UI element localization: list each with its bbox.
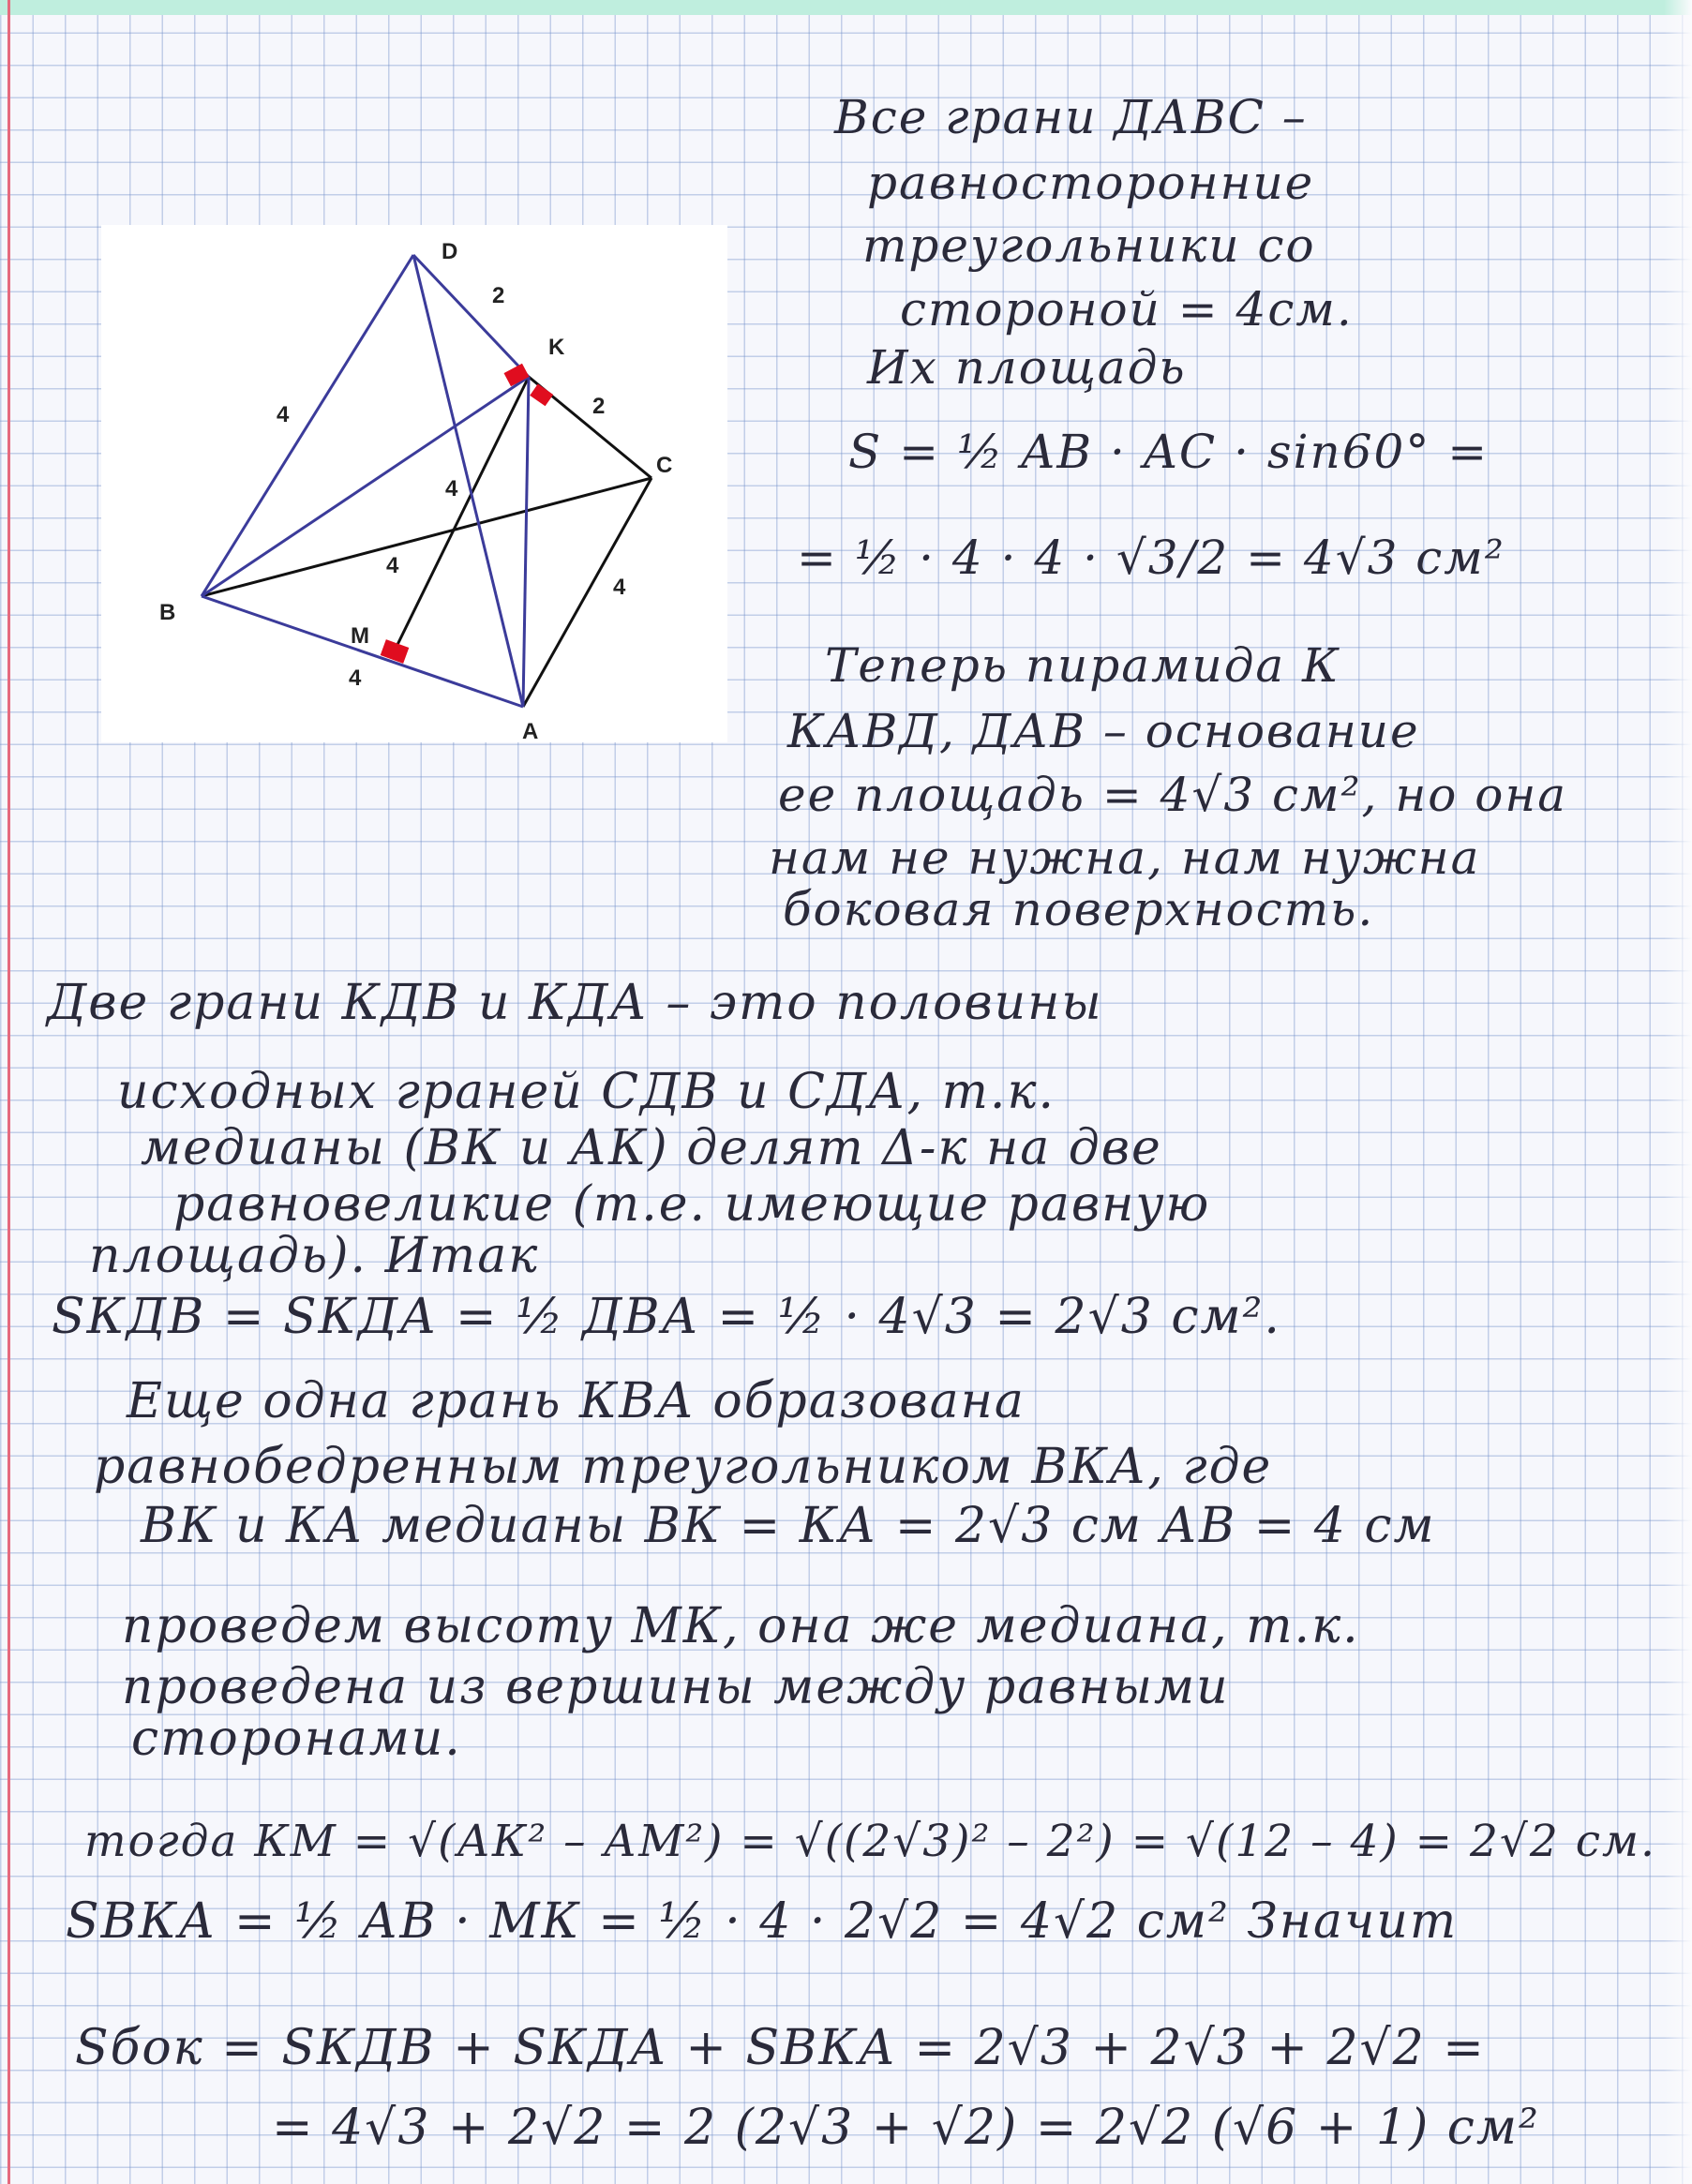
note-right-line: КАВД, ДАВ – основание xyxy=(787,704,1420,758)
vertex-label-m: M xyxy=(351,623,369,649)
note-body-line: = 4√3 + 2√2 = 2 (2√3 + √2) = 2√2 (√6 + 1) см² xyxy=(272,2100,1540,2156)
note-right-line: Все грани ДАВС – xyxy=(834,90,1308,144)
note-right-line: боковая поверхность. xyxy=(783,882,1375,936)
note-body-line: равновеликие (т.е. имеющие равную xyxy=(173,1176,1211,1233)
edge-bk xyxy=(202,377,529,596)
vertex-label-k: K xyxy=(548,335,565,360)
edge-ba xyxy=(202,596,523,707)
note-body-line: равнобедренным треугольником ВКА, где xyxy=(94,1439,1273,1495)
note-body-line: площадь). Итак xyxy=(89,1228,540,1284)
note-right-line: Теперь пирамида К xyxy=(825,638,1340,693)
vertex-labels xyxy=(159,239,672,742)
length-label-ac: 4 xyxy=(613,575,626,600)
vertex-label-d: D xyxy=(442,239,458,264)
note-right-line: S = ½ AB · AC · sin60° = xyxy=(848,425,1490,479)
note-right-line: ее площадь = 4√3 см², но она xyxy=(778,768,1568,822)
margin-line xyxy=(7,0,10,2184)
note-right-line: равносторонние xyxy=(867,156,1315,210)
length-label-bd: 4 xyxy=(277,402,290,427)
length-label-bk: 4 xyxy=(445,476,458,501)
edge-db xyxy=(202,255,413,596)
length-label-bc: 4 xyxy=(386,553,399,578)
note-body-line: проведем высоту МК, она же медиана, т.к. xyxy=(122,1598,1360,1654)
vertex-label-a: A xyxy=(522,719,539,742)
note-body-line: тогда КМ = √(АК² – АМ²) = √((2√3)² – 2²) = √(12 – 4) = 2√2 см. xyxy=(84,1816,1656,1867)
vertex-label-c: C xyxy=(656,453,673,478)
note-body-line: SКДВ = SКДА = ½ ДВА = ½ · 4√3 = 2√3 см². xyxy=(52,1289,1281,1345)
note-right-line: треугольники со xyxy=(862,218,1316,273)
paper-top-band xyxy=(0,0,1692,15)
note-right-line: нам не нужна, нам нужна xyxy=(769,830,1481,885)
note-body-line: медианы (ВК и АК) делят Δ-к на две xyxy=(141,1120,1162,1176)
right-angle-mark-k2 xyxy=(530,384,553,407)
edge-bc xyxy=(202,478,651,596)
length-label-bm: 4 xyxy=(349,666,362,691)
note-body-line: проведена из вершины между равными xyxy=(122,1659,1230,1715)
note-body-line: Две грани КДВ и КДА – это половины xyxy=(47,975,1103,1031)
note-right-line: стороной = 4см. xyxy=(900,282,1354,337)
pyramid-svg xyxy=(101,225,727,742)
note-body-line: исходных граней СДВ и СДА, т.к. xyxy=(117,1064,1056,1120)
edges xyxy=(202,255,651,707)
note-right-line: = ½ · 4 · 4 · √3/2 = 4√3 см² xyxy=(797,531,1505,585)
length-label-kc: 2 xyxy=(592,394,606,419)
edge-ca xyxy=(523,478,651,707)
note-right-line: Их площадь xyxy=(867,340,1187,395)
length-label-dk: 2 xyxy=(492,283,505,308)
note-body-line: сторонами. xyxy=(131,1711,462,1767)
edge-ka xyxy=(523,377,529,707)
length-labels xyxy=(277,283,626,691)
note-body-line: SВКА = ½ АВ · МК = ½ · 4 · 2√2 = 4√2 см² Значит xyxy=(66,1893,1459,1950)
vertex-label-b: B xyxy=(159,600,176,625)
edge-dk xyxy=(413,255,529,377)
note-body-line: Sбок = SКДВ + SКДА + SВКА = 2√3 + 2√3 + 2√2 = xyxy=(75,2020,1486,2076)
paper-edge xyxy=(1664,0,1692,2184)
pyramid-figure xyxy=(101,225,727,742)
edge-da xyxy=(413,255,523,707)
note-body-line: ВК и КА медианы ВК = КА = 2√3 см АВ = 4 см xyxy=(141,1498,1436,1554)
note-body-line: Еще одна грань КВА образована xyxy=(127,1373,1026,1429)
